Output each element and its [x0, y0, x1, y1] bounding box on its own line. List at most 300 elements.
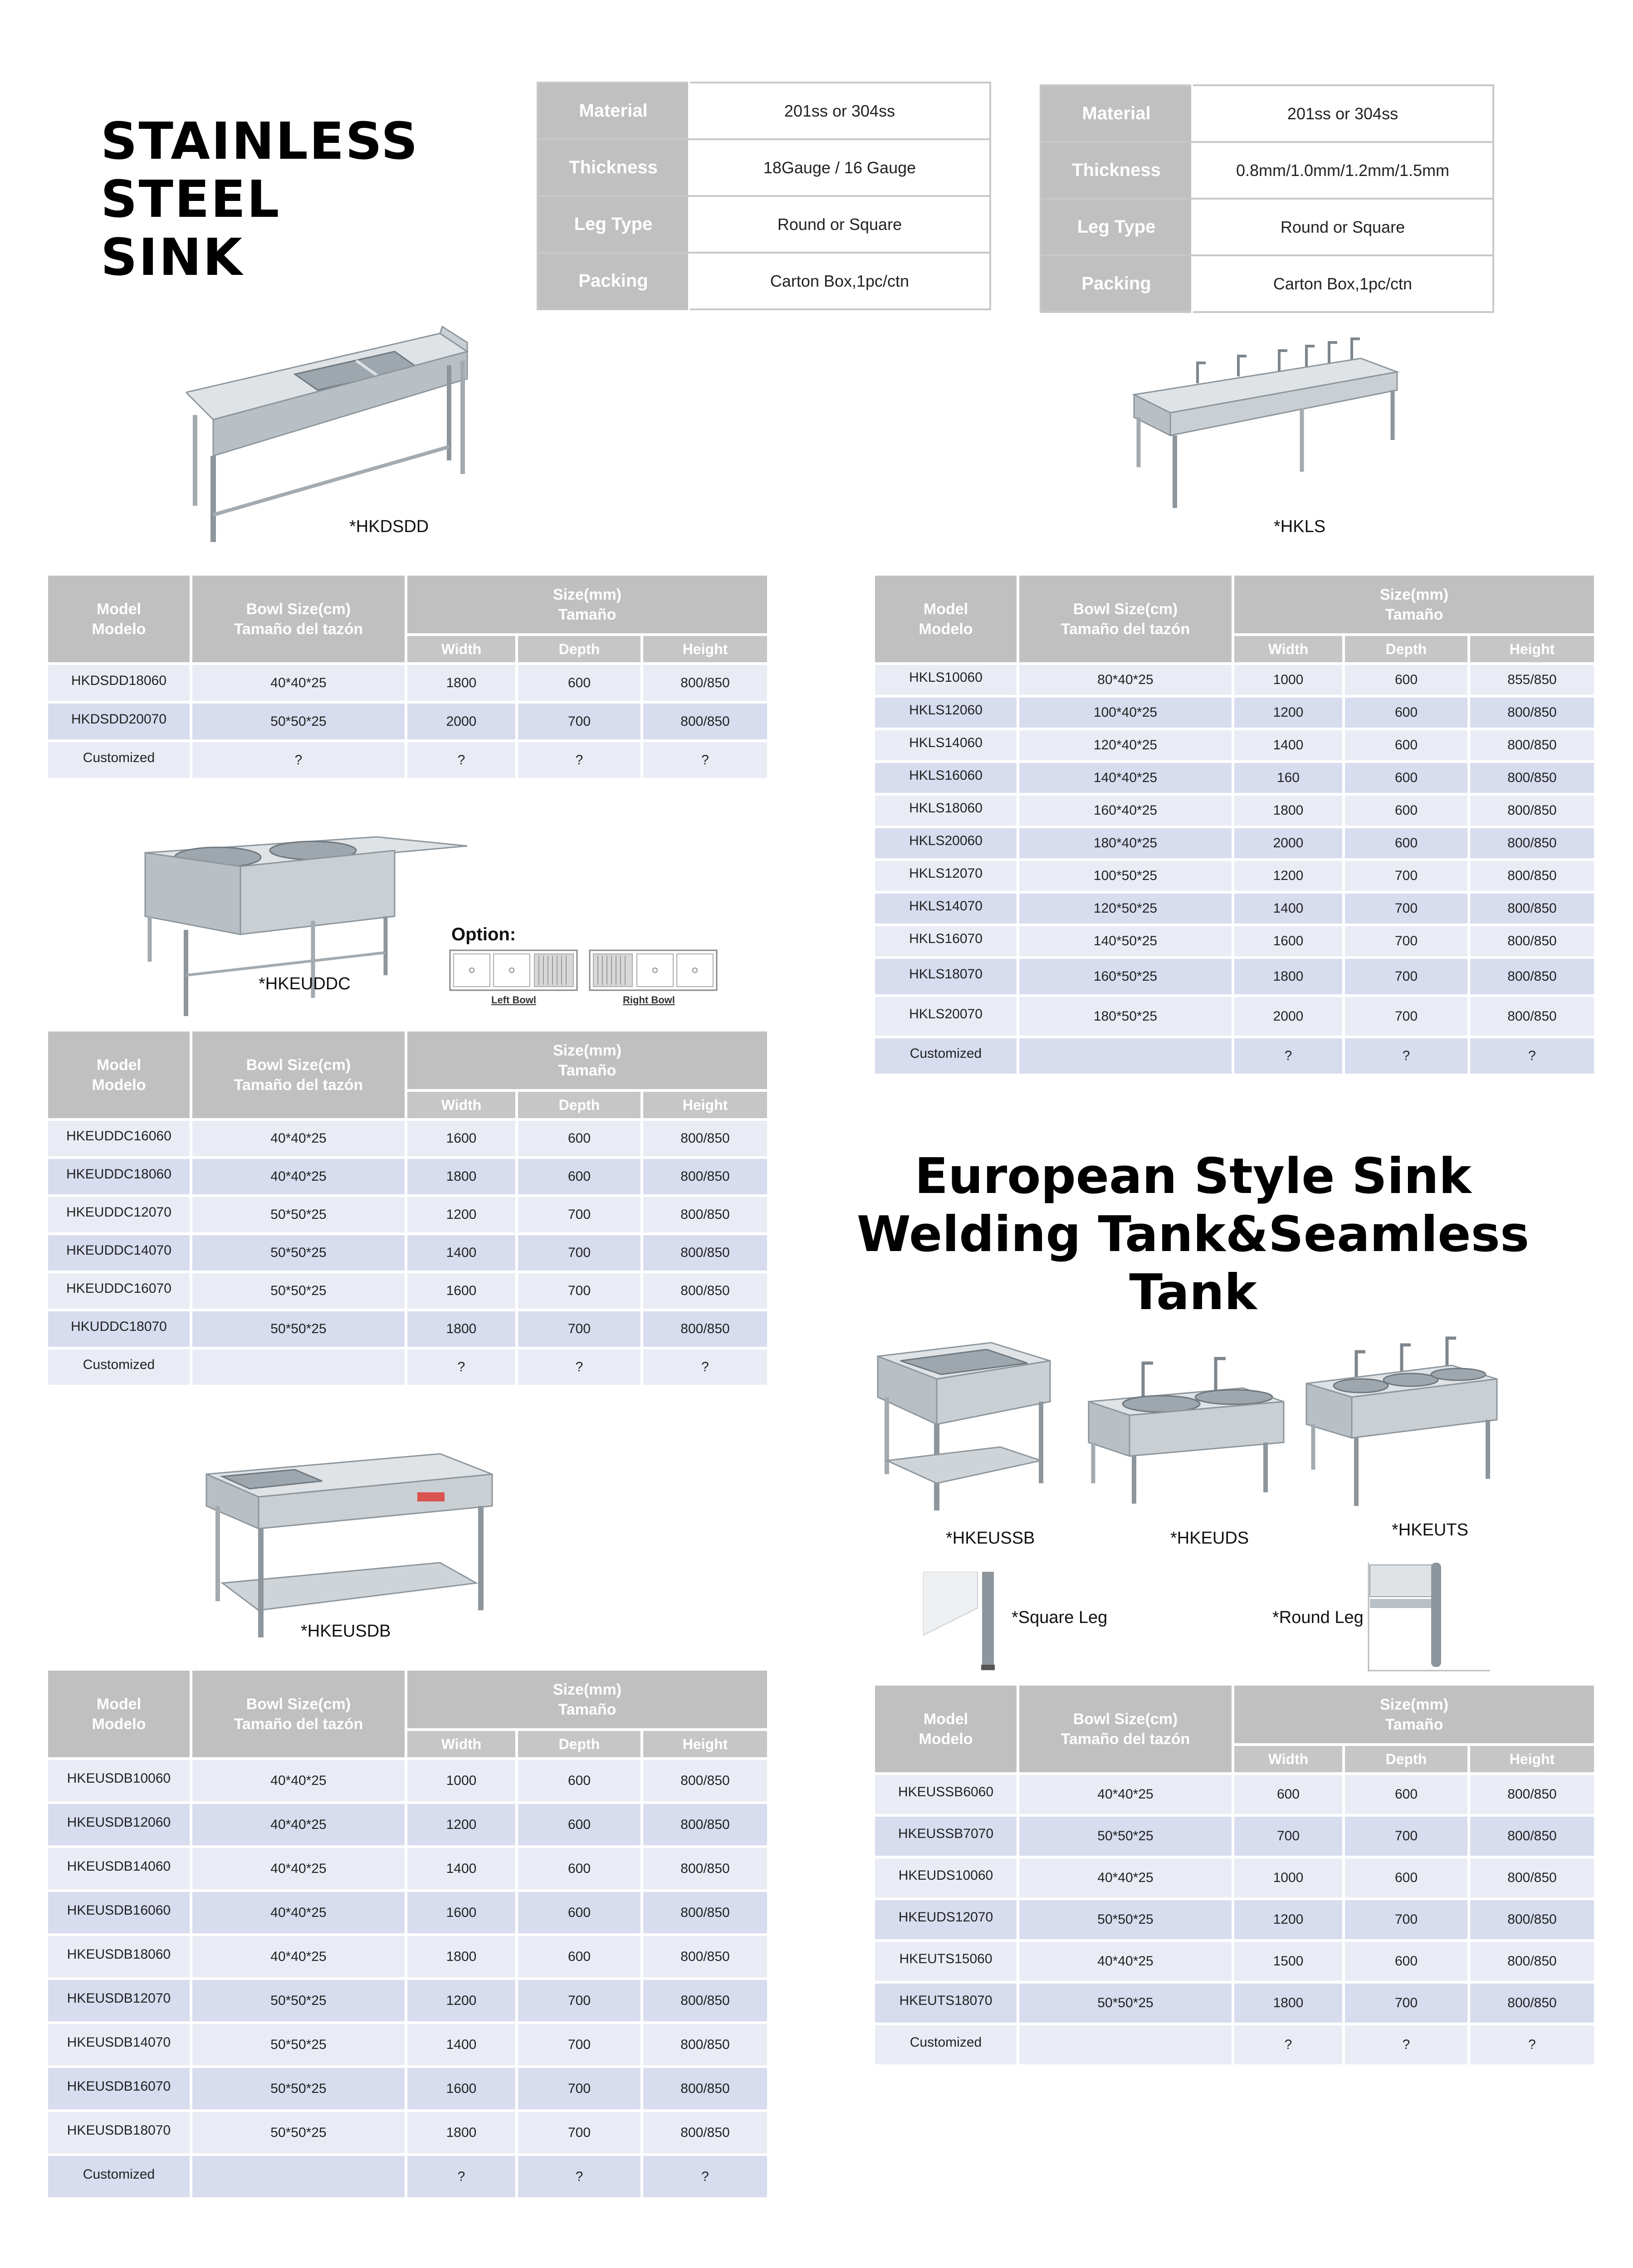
header-width: Width — [1234, 636, 1342, 662]
bowl-cell: 50*50*25 — [192, 1197, 405, 1232]
header-model-es: Modelo — [92, 1715, 146, 1733]
width-cell: 1400 — [1234, 730, 1342, 760]
width-cell: 1600 — [407, 1892, 515, 1933]
bowl-cell: 50*50*25 — [1019, 1984, 1232, 2023]
table-row — [48, 1848, 767, 1889]
height-cell: ? — [1470, 1038, 1594, 1074]
table-row — [48, 1273, 767, 1309]
header-size-es: Tamaño — [558, 1701, 616, 1718]
table-row — [48, 665, 767, 701]
table-row — [875, 698, 1594, 728]
model-cell: HKLS20070 — [875, 997, 1017, 1036]
depth-cell: 700 — [1345, 861, 1467, 891]
depth-cell: 700 — [1345, 1900, 1467, 1939]
header-bowl-es: Tamaño del tazón — [234, 1076, 363, 1094]
page-title — [101, 112, 419, 287]
table-row — [875, 763, 1594, 793]
spec-value: 201ss or 304ss — [1192, 85, 1493, 142]
table-row — [48, 2068, 767, 2109]
table-row — [48, 742, 767, 778]
header-bowl-es: Tamaño del tazón — [1061, 1730, 1190, 1748]
depth-cell: 600 — [518, 1848, 640, 1889]
depth-cell: 600 — [1345, 665, 1467, 695]
depth-cell: 700 — [1345, 926, 1467, 956]
depth-cell: 600 — [1345, 1942, 1467, 1981]
width-cell: 1800 — [407, 2112, 515, 2153]
caption-hkeusdb: *HKEUSDB — [301, 1622, 391, 1641]
depth-cell: 600 — [518, 665, 640, 701]
bowl-cell: 100*50*25 — [1019, 861, 1232, 891]
width-cell: ? — [1234, 2025, 1342, 2064]
width-cell: 1800 — [1234, 796, 1342, 826]
depth-cell: ? — [518, 742, 640, 778]
table-row — [48, 1760, 767, 1801]
height-cell: 800/850 — [1470, 763, 1594, 793]
height-cell: 800/850 — [1470, 796, 1594, 826]
height-cell: ? — [643, 742, 767, 778]
header-bowl-es: Tamaño del tazón — [234, 620, 363, 638]
model-cell: HKLS16060 — [875, 763, 1017, 793]
table-row — [875, 997, 1594, 1036]
model-cell: HKEUSDB12070 — [48, 1980, 190, 2021]
header-size — [407, 576, 767, 633]
model-cell: HKEUDS10060 — [875, 1858, 1017, 1897]
header-height: Height — [1470, 1746, 1594, 1772]
header-height: Height — [1470, 636, 1594, 662]
header-width: Width — [407, 636, 515, 662]
header-model — [48, 576, 190, 662]
header-bowl-en: Bowl Size(cm) — [1073, 600, 1178, 618]
hkls-table — [872, 573, 1597, 1076]
header-width: Width — [1234, 1746, 1342, 1772]
depth-cell: 700 — [518, 1980, 640, 2021]
bowl-cell: 40*40*25 — [192, 1804, 405, 1845]
spec-label: Packing — [1041, 255, 1192, 312]
table-row — [48, 1936, 767, 1977]
model-cell: HKEUTS15060 — [875, 1942, 1017, 1981]
spec-label: Leg Type — [538, 196, 689, 253]
model-cell: HKEUSDB16070 — [48, 2068, 190, 2109]
european-heading-line-2: Welding Tank&Seamless — [856, 1206, 1530, 1263]
header-depth: Depth — [518, 636, 640, 662]
hkls-sink-image — [1129, 331, 1402, 513]
width-cell: 1200 — [407, 1804, 515, 1845]
depth-cell: 700 — [518, 1311, 640, 1347]
spec-label: Leg Type — [1041, 199, 1192, 255]
bowl-cell: 120*40*25 — [1019, 730, 1232, 760]
header-size — [407, 1671, 767, 1728]
title-line-3: SINK — [101, 228, 244, 287]
bowl-cell: 40*40*25 — [192, 1760, 405, 1801]
caption-square-leg: *Square Leg — [1012, 1608, 1108, 1627]
header-depth: Depth — [518, 1731, 640, 1757]
depth-cell: 700 — [1345, 894, 1467, 924]
model-cell: HKDSDD20070 — [48, 704, 190, 739]
model-cell: HKLS18070 — [875, 959, 1017, 994]
depth-cell: ? — [1345, 2025, 1467, 2064]
depth-cell: 600 — [1345, 698, 1467, 728]
table-row — [48, 1159, 767, 1194]
header-model-en: Model — [96, 1056, 142, 1074]
hkeuts-sink-image — [1302, 1334, 1501, 1510]
spec-value: Carton Box,1pc/ctn — [770, 271, 909, 290]
table-row — [48, 2156, 767, 2197]
table-row — [48, 2112, 767, 2153]
header-size-es: Tamaño — [1385, 606, 1443, 623]
header-bowl-es: Tamaño del tazón — [1061, 620, 1190, 638]
model-cell: Customized — [48, 2156, 190, 2197]
height-cell: 800/850 — [1470, 959, 1594, 994]
width-cell: 1600 — [407, 1121, 515, 1156]
height-cell: 800/850 — [643, 1197, 767, 1232]
header-height: Height — [643, 1092, 767, 1118]
height-cell: 800/850 — [1470, 894, 1594, 924]
bowl-cell: 50*50*25 — [192, 704, 405, 739]
model-cell: HKLS10060 — [875, 665, 1017, 695]
height-cell: 855/850 — [1470, 665, 1594, 695]
depth-cell: 600 — [518, 1892, 640, 1933]
header-model-en: Model — [96, 600, 142, 618]
header-model-es: Modelo — [92, 620, 146, 638]
depth-cell: 600 — [1345, 828, 1467, 858]
depth-cell: 600 — [1345, 796, 1467, 826]
header-model-en: Model — [923, 600, 968, 618]
header-bowl — [192, 1031, 405, 1118]
bowl-cell: 180*40*25 — [1019, 828, 1232, 858]
bowl-cell: 40*40*25 — [192, 1848, 405, 1889]
hkeusdb-table — [45, 1668, 770, 2200]
model-cell: HKEUDS12070 — [875, 1900, 1017, 1939]
spec-label: Material — [1041, 85, 1192, 142]
table-row — [875, 894, 1594, 924]
width-cell: 1200 — [407, 1980, 515, 2021]
height-cell: 800/850 — [1470, 1900, 1594, 1939]
width-cell: 1400 — [407, 2024, 515, 2065]
spec-value: Round or Square — [1192, 199, 1493, 255]
header-model — [48, 1031, 190, 1118]
table-row — [875, 828, 1594, 858]
depth-cell: 700 — [518, 1273, 640, 1309]
height-cell: 800/850 — [643, 1848, 767, 1889]
depth-cell: 600 — [1345, 763, 1467, 793]
depth-cell: 600 — [1345, 1858, 1467, 1897]
width-cell: 1000 — [1234, 1858, 1342, 1897]
spec-value: Round or Square — [689, 196, 990, 253]
header-size-en: Size(mm) — [552, 1041, 622, 1059]
model-cell: Customized — [875, 1038, 1017, 1074]
width-cell: 1400 — [407, 1848, 515, 1889]
hkeu-table — [872, 1683, 1597, 2067]
spec-value: Carton Box,1pc/ctn — [1273, 274, 1413, 293]
height-cell: 800/850 — [643, 1159, 767, 1194]
height-cell: 800/850 — [643, 1311, 767, 1347]
width-cell: 2000 — [1234, 997, 1342, 1036]
model-cell: HKEUSDB10060 — [48, 1760, 190, 1801]
height-cell: 800/850 — [643, 2024, 767, 2065]
depth-cell: 700 — [1345, 997, 1467, 1036]
model-cell: Customized — [48, 742, 190, 778]
width-cell: 1800 — [1234, 1984, 1342, 2023]
height-cell: 800/850 — [643, 1121, 767, 1156]
table-row — [48, 1311, 767, 1347]
model-cell: HKEUSSB7070 — [875, 1817, 1017, 1856]
width-cell: 1600 — [1234, 926, 1342, 956]
caption-hkeussb: *HKEUSSB — [946, 1529, 1035, 1548]
width-cell: 2000 — [407, 704, 515, 739]
header-bowl — [1019, 576, 1232, 662]
spec-label: Packing — [538, 253, 689, 309]
height-cell: 800/850 — [643, 1273, 767, 1309]
height-cell: 800/850 — [1470, 1775, 1594, 1814]
model-cell: HKEUDDC16060 — [48, 1121, 190, 1156]
width-cell: 1400 — [1234, 894, 1342, 924]
model-cell: HKEUSDB18070 — [48, 2112, 190, 2153]
height-cell: 800/850 — [643, 2068, 767, 2109]
header-model — [48, 1671, 190, 1757]
header-bowl — [192, 576, 405, 662]
header-bowl-en: Bowl Size(cm) — [1073, 1710, 1178, 1728]
model-cell: HKEUSDB14070 — [48, 2024, 190, 2065]
width-cell: ? — [407, 1349, 515, 1385]
width-cell: ? — [407, 742, 515, 778]
header-model-es: Modelo — [92, 1076, 146, 1094]
width-cell: 1800 — [1234, 959, 1342, 994]
height-cell: 800/850 — [643, 1760, 767, 1801]
depth-cell: 700 — [1345, 1817, 1467, 1856]
header-size-en: Size(mm) — [1379, 1696, 1449, 1713]
header-model-en: Model — [96, 1695, 142, 1713]
bowl-cell — [192, 1349, 405, 1385]
header-size-en: Size(mm) — [552, 1681, 622, 1698]
table-row — [48, 2024, 767, 2065]
caption-hkeuds: *HKEUDS — [1170, 1529, 1249, 1548]
depth-cell: 700 — [518, 1197, 640, 1232]
header-model-en: Model — [923, 1710, 968, 1728]
height-cell: 800/850 — [643, 1804, 767, 1845]
hkeuds-sink-image — [1084, 1352, 1288, 1506]
table-row — [875, 1038, 1594, 1074]
model-cell: HKLS12060 — [875, 698, 1017, 728]
model-cell: HKEUSDB18060 — [48, 1936, 190, 1977]
table-row — [875, 2025, 1594, 2064]
model-cell: HKEUSDB14060 — [48, 1848, 190, 1889]
header-bowl — [192, 1671, 405, 1757]
width-cell: 1400 — [407, 1235, 515, 1271]
height-cell: ? — [643, 2156, 767, 2197]
model-cell: HKEUDDC16070 — [48, 1273, 190, 1309]
header-depth: Depth — [1345, 636, 1467, 662]
table-row — [875, 1942, 1594, 1981]
header-bowl-es: Tamaño del tazón — [234, 1715, 363, 1733]
header-bowl-en: Bowl Size(cm) — [246, 600, 351, 618]
width-cell: 1600 — [407, 2068, 515, 2109]
model-cell: HKLS16070 — [875, 926, 1017, 956]
bowl-cell: 50*50*25 — [192, 2024, 405, 2065]
header-height: Height — [643, 1731, 767, 1757]
width-cell: 1800 — [407, 1159, 515, 1194]
model-cell: HKEUDDC14070 — [48, 1235, 190, 1271]
table-row — [48, 1235, 767, 1271]
width-cell: ? — [1234, 1038, 1342, 1074]
height-cell: 800/850 — [643, 1235, 767, 1271]
height-cell: 800/850 — [643, 1980, 767, 2021]
bowl-cell: 50*50*25 — [1019, 1900, 1232, 1939]
depth-cell: ? — [518, 2156, 640, 2197]
depth-cell: ? — [518, 1349, 640, 1385]
bowl-cell: 140*50*25 — [1019, 926, 1232, 956]
table-row — [875, 1775, 1594, 1814]
bowl-cell: 40*40*25 — [192, 1936, 405, 1977]
depth-cell: 700 — [518, 2024, 640, 2065]
width-cell: 2000 — [1234, 828, 1342, 858]
header-size — [407, 1031, 767, 1089]
header-model — [875, 576, 1017, 662]
height-cell: 800/850 — [643, 704, 767, 739]
spec-label: Material — [538, 83, 689, 139]
spec-label: Thickness — [1041, 142, 1192, 199]
spec-label: Thickness — [538, 139, 689, 196]
bowl-cell: ? — [192, 742, 405, 778]
title-line-1: STAINLESS — [101, 112, 419, 171]
height-cell: 800/850 — [1470, 861, 1594, 891]
height-cell: 800/850 — [1470, 1984, 1594, 2023]
model-cell: HKLS18060 — [875, 796, 1017, 826]
hkeuddc-table — [45, 1029, 770, 1388]
depth-cell: 700 — [1345, 959, 1467, 994]
depth-cell: 700 — [518, 1235, 640, 1271]
spec-value: 18Gauge / 16 Gauge — [689, 139, 990, 196]
depth-cell: 600 — [518, 1121, 640, 1156]
width-cell: 1800 — [407, 665, 515, 701]
option-left-bowl: Left Bowl — [491, 994, 536, 1006]
bowl-cell: 180*50*25 — [1019, 997, 1232, 1036]
depth-cell: 700 — [518, 2068, 640, 2109]
depth-cell: 600 — [518, 1936, 640, 1977]
depth-cell: 600 — [518, 1760, 640, 1801]
height-cell: ? — [1470, 2025, 1594, 2064]
bowl-cell: 120*50*25 — [1019, 894, 1232, 924]
width-cell: 1200 — [1234, 698, 1342, 728]
title-line-2: STEEL — [101, 170, 281, 229]
spec-table-left — [537, 82, 991, 310]
table-row — [875, 1900, 1594, 1939]
bowl-cell: 50*50*25 — [192, 2068, 405, 2109]
square-leg-image — [923, 1572, 1000, 1672]
height-cell: 800/850 — [1470, 997, 1594, 1036]
bowl-cell: 40*40*25 — [1019, 1942, 1232, 1981]
height-cell: 800/850 — [1470, 926, 1594, 956]
model-cell: HKEUSSB6060 — [875, 1775, 1017, 1814]
caption-hkeuddc: *HKEUDDC — [259, 974, 351, 993]
depth-cell: 600 — [1345, 730, 1467, 760]
bowl-cell — [1019, 2025, 1232, 2064]
table-row — [875, 1984, 1594, 2023]
spec-table-right — [1040, 84, 1494, 313]
header-height: Height — [643, 636, 767, 662]
bowl-cell: 160*40*25 — [1019, 796, 1232, 826]
table-row — [48, 1121, 767, 1156]
bowl-cell: 50*50*25 — [1019, 1817, 1232, 1856]
header-model-es: Modelo — [919, 620, 973, 638]
bowl-cell: 80*40*25 — [1019, 665, 1232, 695]
bowl-cell: 140*40*25 — [1019, 763, 1232, 793]
width-cell: 600 — [1234, 1775, 1342, 1814]
hkeusdb-sink-image — [204, 1447, 494, 1651]
depth-cell: 600 — [1345, 1775, 1467, 1814]
european-heading-line-1: European Style Sink — [914, 1148, 1472, 1205]
model-cell: HKLS20060 — [875, 828, 1017, 858]
model-cell: HKDSDD18060 — [48, 665, 190, 701]
header-model-es: Modelo — [919, 1730, 973, 1748]
hkeussb-sink-image — [873, 1338, 1055, 1515]
height-cell: 800/850 — [1470, 730, 1594, 760]
table-row — [48, 1892, 767, 1933]
spec-value: 201ss or 304ss — [689, 83, 990, 139]
header-size — [1234, 576, 1594, 633]
depth-cell: 700 — [518, 704, 640, 739]
table-row — [875, 1858, 1594, 1897]
header-bowl — [1019, 1686, 1232, 1772]
bowl-cell: 40*40*25 — [192, 1892, 405, 1933]
round-leg-image — [1368, 1563, 1495, 1676]
bowl-cell: 40*40*25 — [1019, 1775, 1232, 1814]
model-cell: HKLS14070 — [875, 894, 1017, 924]
header-depth: Depth — [518, 1092, 640, 1118]
table-row — [48, 1980, 767, 2021]
height-cell: 800/850 — [1470, 1858, 1594, 1897]
height-cell: 800/850 — [1470, 828, 1594, 858]
bowl-cell: 50*50*25 — [192, 1311, 405, 1347]
header-size-en: Size(mm) — [1379, 586, 1449, 603]
hkdsdd-sink-image — [186, 324, 472, 547]
width-cell: 1200 — [1234, 861, 1342, 891]
height-cell: ? — [643, 1349, 767, 1385]
european-heading — [816, 1148, 1569, 1322]
bowl-cell: 40*40*25 — [192, 1159, 405, 1194]
width-cell: 700 — [1234, 1817, 1342, 1856]
model-cell: Customized — [48, 1349, 190, 1385]
model-cell: HKLS12070 — [875, 861, 1017, 891]
table-row — [875, 796, 1594, 826]
model-cell: HKEUDDC12070 — [48, 1197, 190, 1232]
depth-cell: ? — [1345, 1038, 1467, 1074]
bowl-cell: 40*40*25 — [1019, 1858, 1232, 1897]
hkdsdd-table — [45, 573, 770, 781]
width-cell: 1800 — [407, 1936, 515, 1977]
height-cell: 800/850 — [643, 1892, 767, 1933]
header-bowl-en: Bowl Size(cm) — [246, 1695, 351, 1713]
model-cell: HKEUTS18070 — [875, 1984, 1017, 2023]
model-cell: HKEUDDC18060 — [48, 1159, 190, 1194]
model-cell: HKEUSDB12060 — [48, 1804, 190, 1845]
header-width: Width — [407, 1092, 515, 1118]
table-row — [48, 1349, 767, 1385]
table-row — [48, 1804, 767, 1845]
header-size-en: Size(mm) — [552, 586, 622, 603]
bowl-cell: 50*50*25 — [192, 1980, 405, 2021]
height-cell: 800/850 — [643, 665, 767, 701]
model-cell: HKUDDC18070 — [48, 1311, 190, 1347]
table-row — [48, 704, 767, 739]
table-row — [875, 1817, 1594, 1856]
width-cell: ? — [407, 2156, 515, 2197]
header-size-es: Tamaño — [558, 1061, 616, 1079]
caption-hkls: *HKLS — [1274, 517, 1326, 536]
model-cell: HKEUSDB16060 — [48, 1892, 190, 1933]
caption-round-leg: *Round Leg — [1272, 1608, 1364, 1627]
height-cell: 800/850 — [643, 2112, 767, 2153]
bowl-cell: 50*50*25 — [192, 1235, 405, 1271]
